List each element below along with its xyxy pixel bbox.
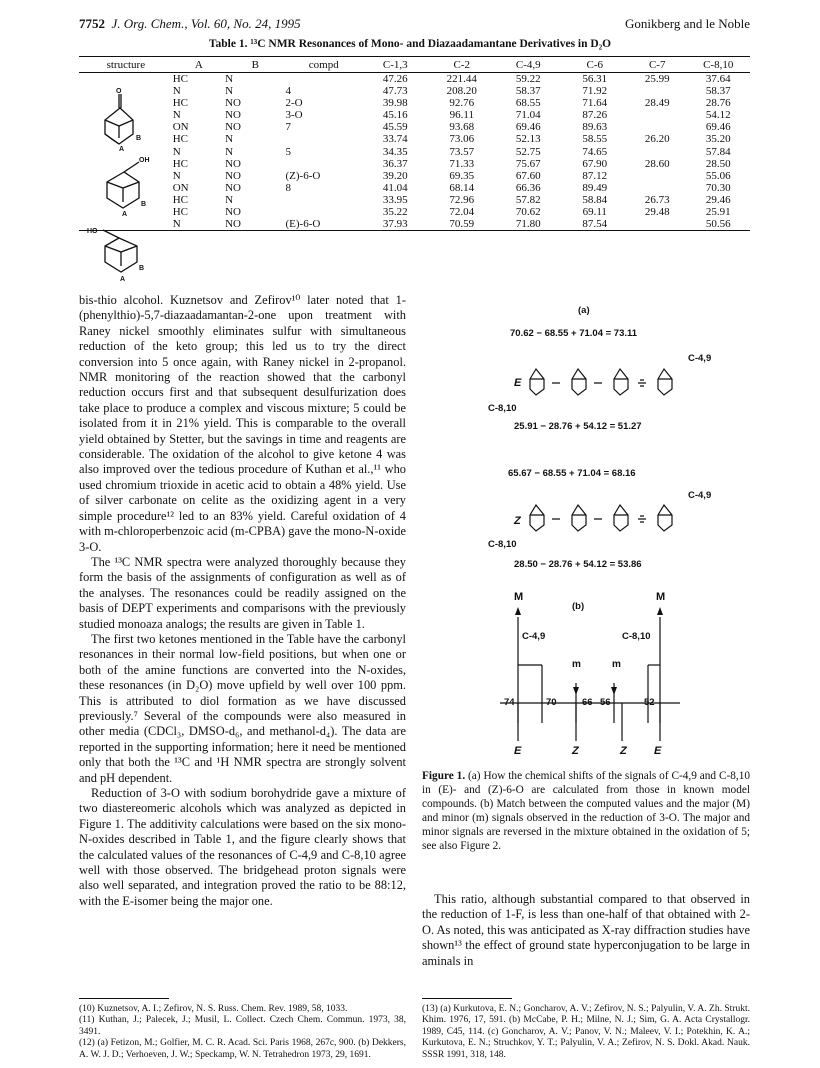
table-cell: 47.73 — [382, 85, 408, 98]
table-cell: NO — [225, 181, 241, 194]
table-cell: HC — [172, 157, 188, 170]
major-label-left: M — [514, 591, 524, 603]
table-cell: 221.44 — [446, 73, 477, 85]
table-cell: 58.37 — [515, 85, 541, 98]
table-cell — [628, 182, 686, 194]
table-cell: 35.20 — [705, 133, 731, 146]
structure-cell — [79, 73, 173, 86]
c810-label-1: C-8,10 — [488, 403, 517, 414]
table-cell: 68.55 — [515, 97, 541, 110]
figure-graphics — [422, 295, 750, 765]
table-cell: 26.20 — [644, 133, 670, 146]
table-cell: 3-O — [285, 109, 303, 122]
table-cell: 71.64 — [582, 97, 608, 110]
table-header-row — [79, 57, 750, 73]
right-paragraph-1: This ratio, although substantial compared to that observed in the reduction of 1-F, is less than one-half of that obtained with 2-O. As noted, this was anticipated as X-ray diffraction studies have shown¹³ the effect of ground state hyperconjugation to be large in aminals in — [422, 892, 750, 968]
header-compd: compd — [286, 57, 363, 73]
table-cell: 2-O — [285, 97, 303, 110]
table-cell: 26.73 — [644, 193, 670, 206]
figure-caption-label: Figure 1. — [422, 770, 466, 782]
table-cell: 87.26 — [582, 109, 608, 122]
table-cell: 67.90 — [582, 157, 608, 170]
table-cell: ON — [172, 181, 189, 194]
table-cell: NO — [225, 206, 241, 219]
figure-caption — [422, 770, 750, 853]
table-cell: 74.65 — [582, 145, 608, 158]
table-cell: 87.54 — [562, 218, 628, 231]
table-cell: 54.12 — [705, 109, 731, 122]
page-number: 7752 — [79, 16, 105, 31]
table-cell — [628, 146, 686, 158]
table-cell: 71.04 — [515, 109, 541, 122]
table-cell: 55.06 — [705, 169, 731, 182]
table-cell: N — [172, 169, 181, 182]
reference-11: (11) Kuthan, J.; Palecek, J.; Musil, L. Collect. Czech Chem. Commun. 1973, 38, 3491. — [79, 1015, 406, 1037]
table-cell: 7 — [285, 121, 291, 134]
table-title: Table 1. ¹³C NMR Resonances of Mono- and Diazaadamantane Derivatives in D₂O — [208, 38, 612, 50]
table-cell: 72.04 — [449, 206, 475, 219]
struct1-o-label: O — [116, 88, 122, 95]
header-a: A — [173, 57, 225, 73]
table-cell: N — [172, 109, 181, 122]
table-row — [79, 97, 750, 109]
table-cell: 93.68 — [449, 121, 475, 134]
table-row — [79, 133, 750, 145]
table-cell: 70.62 — [515, 206, 541, 219]
table-cell: NO — [225, 218, 285, 231]
table-cell: 71.80 — [495, 218, 561, 231]
table-cell: 4 — [285, 85, 291, 98]
table-cell — [286, 73, 363, 86]
molecule-row-e — [530, 369, 672, 395]
table-cell: ON — [172, 121, 189, 134]
tick-70: 70 — [546, 697, 557, 708]
table-cell: (Z)-6-O — [285, 169, 321, 182]
references-left — [79, 1004, 406, 1061]
footnote-rule-left — [79, 998, 169, 999]
table-cell: N — [225, 73, 234, 85]
table-cell: 70.59 — [429, 218, 495, 231]
reference-10: (10) Kuznetsov, A. I.; Zefirov, N. S. Russ. Chem. Rev. 1989, 58, 1033. — [79, 1004, 348, 1014]
table-cell: N — [225, 133, 234, 146]
minor-label-left: m — [572, 659, 581, 670]
table-row — [79, 218, 750, 231]
table-cell: 87.12 — [582, 169, 608, 182]
table-cell: 72.96 — [449, 193, 475, 206]
table-cell: 39.20 — [382, 169, 408, 182]
c810-label-b: C-8,10 — [622, 631, 651, 642]
table-cell: 57.82 — [515, 193, 541, 206]
struct3-a-label: A — [120, 276, 126, 283]
table-row — [79, 182, 750, 194]
struct1-a-label: A — [119, 146, 125, 153]
table-cell: N — [172, 85, 181, 98]
bottom-z-left: Z — [572, 745, 579, 757]
header-c2: C-2 — [429, 57, 495, 73]
table-cell: NO — [225, 97, 241, 110]
c810-label-2: C-8,10 — [488, 539, 517, 550]
equation-3: 65.67 − 68.55 + 71.04 = 68.16 — [508, 468, 636, 479]
table-cell: 28.76 — [705, 97, 731, 110]
table-cell: 75.67 — [515, 157, 541, 170]
table-cell: NO — [225, 121, 241, 134]
table-row — [79, 146, 750, 158]
table-cell: 96.11 — [449, 109, 474, 122]
table-cell: 58.55 — [582, 133, 608, 146]
table-cell: 25.91 — [705, 206, 731, 219]
table-cell: N — [173, 218, 225, 231]
table-row — [79, 73, 750, 86]
table-cell: 5 — [285, 145, 291, 158]
table-cell: 71.92 — [582, 85, 608, 98]
struct3-ho-label: HO — [87, 228, 98, 235]
table-cell: 52.13 — [515, 133, 541, 146]
table-cell — [628, 109, 686, 121]
running-header-authors: Gonikberg and le Noble — [624, 16, 750, 31]
table-cell — [286, 194, 363, 206]
table-cell: HC — [172, 97, 188, 110]
figure-caption-text: (a) How the chemical shifts of the signals of C-4,9 and C-8,10 in (E)- and (Z)-6-O are calculated from those in known model compounds. (b) Match between the computed values and the major (M) and minor (m) signals observed in the reduction of 3-O. The major and minor signals are reversed in the mixture obtained in the oxidation of 5; see also Figure 2. — [422, 770, 751, 852]
table-cell: 39.98 — [382, 97, 408, 110]
table-cell: HC — [172, 193, 188, 206]
table-row — [79, 109, 750, 121]
table-cell: NO — [225, 169, 241, 182]
table-row — [79, 121, 750, 133]
right-column-text — [422, 892, 750, 969]
z-isomer-label: Z — [514, 515, 521, 527]
paragraph-1: bis-thio alcohol. Kuznetsov and Zefirov¹⁰ later noted that 1-(phenylthio)-5,7-diazaadamantan-2-one upon treatment with Raney nickel smoothly eliminates sulfur with simultaneous reduction of the keto group; this led us to try the direct conversion into 5 once again, with Raney nickel in 2-propanol. NMR monitoring of the reaction showed that the carbonyl reduction occurs first and that subsequent desulfurization does take place to produce a complex and viscous mixture; 5 could be isolated from it in 21% yield. This is comparable to the overall yield obtained by Stetter, but the savings in time and reagents are considerable. The oxidation of the alcohol to give ketone 4 was also improved over the tedious procedure of Kuthan et al.,¹¹ who used chromium trioxide in acetic acid to obtain a 48% yield. Use of silver carbonate on celite as the oxidizing agent in a very simple procedure¹² led to an 83% yield. Careful oxidation of 4 with m-chloroperbenzoic acid (m-CPBA) gave the mono-N-oxide 3-O. — [79, 293, 406, 554]
bottom-e-right: E — [654, 745, 662, 757]
table-cell: 57.84 — [705, 145, 731, 158]
table-cell: 28.60 — [644, 157, 670, 170]
table-row — [79, 85, 750, 97]
table-cell — [628, 218, 686, 231]
molecule-row-z — [530, 505, 672, 531]
paragraph-3: The first two ketones mentioned in the Table have the carbonyl resonances in their normal low-field positions, but when one or both of the amine functions are converted into the N-oxides, these resonances (in D₂O) move upfield by well over 100 ppm. This is attributed to diol formation as we have discussed previously.⁷ Several of the compounds were also measured in other media (CDCl₃, DMSO-d₆, and methanol-d₄). The data are reported in the supporting information; here it need be mentioned only that both the ¹³C and ¹H NMR spectra are strongly solvent and pH dependent. — [79, 631, 406, 785]
tick-66: 66 — [582, 697, 593, 708]
tick-56: 56 — [600, 697, 611, 708]
running-header-left — [79, 16, 301, 32]
table-cell: 34.35 — [382, 145, 408, 158]
reference-13: (13) (a) Kurkutova, E. N.; Goncharov, A. V.; Zefirov, N. S.; Palyulin, V. A. Zh. Strukt. Khim. 1976, 17, 591. (b) McCabe, P. H.; Milne, N. J.; Sim, G. A. Acta Crystallogr. 1989, C45, 114. (c) Goncharov, A. V.; Panov, V. N.; Maleev, V. I.; Potekhin, K. A.; Kurkutova, E. N.; Struchkov, Y. T.; Palyulin, V. A.; Zefirov, N. S. Dokl. Akad. Nauk. SSSR 1991, 318, 148. — [422, 1004, 750, 1060]
table-cell: 36.37 — [382, 157, 408, 170]
table-cell: 47.26 — [382, 73, 408, 85]
table-cell: 29.48 — [644, 206, 670, 219]
adamantane-ketone-structure — [105, 94, 133, 144]
tick-74: 74 — [504, 697, 515, 708]
paragraph-2: The ¹³C NMR spectra were analyzed thoroughly because they form the basis of the assignments of configuration as well as of the analyses. The resonances could be readily assigned on the basis of DEPT experiments and comparisons with the previously studied monoaza analogs; the results are given in Table 1. — [79, 554, 406, 631]
table-cell: 58.84 — [582, 193, 608, 206]
structure-drawings — [79, 88, 172, 284]
table-cell: 50.56 — [686, 218, 750, 231]
table-cell: 33.95 — [382, 193, 408, 206]
table-cell: N — [225, 145, 234, 158]
table-cell: 67.60 — [515, 169, 541, 182]
table-cell: 52.75 — [515, 145, 541, 158]
adamantane-alcohol-ho-structure — [103, 230, 137, 272]
table-cell: 35.22 — [382, 206, 408, 219]
nmr-table — [79, 56, 750, 231]
table-cell: 56.31 — [582, 73, 608, 85]
table-cell: 37.93 — [362, 218, 428, 231]
header-c7: C-7 — [628, 57, 686, 73]
header-c6: C-6 — [562, 57, 628, 73]
table-cell: 69.46 — [705, 121, 731, 134]
e-isomer-label: E — [514, 377, 522, 389]
table-cell: 69.46 — [515, 121, 541, 134]
table-row — [79, 170, 750, 182]
table-cell: 89.63 — [582, 121, 608, 134]
table-cell: N — [172, 145, 181, 158]
table-cell — [628, 121, 686, 133]
table-row — [79, 158, 750, 170]
equation-4: 28.50 − 28.76 + 54.12 = 53.86 — [514, 559, 642, 570]
table-cell: 73.06 — [449, 133, 475, 146]
table-cell: 92.76 — [449, 97, 475, 110]
table-cell: 58.37 — [705, 85, 731, 98]
table-cell: 68.14 — [449, 181, 475, 194]
table-row — [79, 194, 750, 206]
table-cell: 69.11 — [582, 206, 607, 219]
table-cell: HC — [172, 73, 188, 85]
table-cell — [628, 85, 686, 97]
header-c13: C-1,3 — [362, 57, 428, 73]
table-cell: 25.99 — [644, 73, 670, 85]
figure-1 — [422, 295, 750, 765]
figure-part-b-label: (b) — [572, 601, 585, 612]
footnote-rule-right — [422, 998, 512, 999]
equation-1: 70.62 − 68.55 + 71.04 = 73.11 — [510, 328, 638, 339]
table-cell: 71.33 — [449, 157, 475, 170]
equation-2: 25.91 − 28.76 + 54.12 = 51.27 — [514, 421, 642, 432]
table-cell: 73.57 — [449, 145, 475, 158]
table-cell: 28.50 — [705, 157, 731, 170]
table-cell: 70.30 — [705, 181, 731, 194]
table-cell: NO — [225, 157, 241, 170]
header-c810: C-8,10 — [686, 57, 750, 73]
table-cell: N — [225, 193, 234, 206]
header-b: B — [225, 57, 285, 73]
struct2-oh-label: OH — [139, 157, 150, 164]
c49-label-b: C-4,9 — [522, 631, 546, 642]
bottom-z-right: Z — [620, 745, 627, 757]
struct2-b-label: B — [141, 201, 147, 208]
table-cell: (E)-6-O — [286, 218, 363, 231]
left-column-text — [79, 293, 406, 909]
minor-label-right: m — [612, 659, 621, 670]
table-cell: 89.49 — [582, 181, 608, 194]
table-cell: 29.46 — [705, 193, 731, 206]
table-cell — [286, 133, 363, 145]
table-body — [79, 73, 750, 231]
paragraph-4: Reduction of 3-O with sodium borohydride gave a mixture of two diastereomeric alcohols which was analyzed as depicted in Figure 1. The additivity calculations were based on the six mono-N-oxides described in Table 1, and the figure clearly shows that the calculated values of the resonances of C-4,9 and C-8,10 agree well with those observed. The bridgehead proton signals were also well separated, and integration proved the ratio to be 88:12, with the E-isomer being the major one. — [79, 786, 406, 908]
table-cell: 45.16 — [382, 109, 408, 122]
struct2-a-label: A — [122, 211, 128, 218]
table-cell: 37.64 — [705, 73, 731, 85]
header-c49: C-4,9 — [495, 57, 561, 73]
references-right — [422, 1004, 750, 1061]
table-cell — [628, 170, 686, 182]
table-cell: 33.74 — [382, 133, 408, 146]
table-cell — [286, 158, 363, 170]
major-label-right: M — [656, 591, 666, 603]
table-cell: 59.22 — [515, 73, 541, 85]
c49-label-2: C-4,9 — [688, 490, 712, 501]
table-cell: 208.20 — [446, 85, 477, 98]
table-cell: 45.59 — [382, 121, 408, 134]
table-cell — [286, 206, 363, 218]
bottom-e-left: E — [514, 745, 522, 757]
table-cell: 66.36 — [515, 181, 541, 194]
table-cell: N — [225, 85, 234, 98]
table-cell: NO — [225, 109, 241, 122]
table-cell: 69.35 — [449, 169, 475, 182]
table-cell: HC — [172, 133, 188, 146]
figure-part-a-label: (a) — [578, 305, 590, 316]
tick-52: 52 — [644, 697, 655, 708]
adamantane-alcohol-oh-structure — [107, 162, 139, 208]
header-structure: structure — [79, 57, 173, 73]
struct3-b-label: B — [139, 265, 145, 272]
table-cell: 41.04 — [382, 181, 408, 194]
table-cell: 8 — [285, 181, 291, 194]
table-row — [79, 206, 750, 218]
table-cell: 28.49 — [644, 97, 670, 110]
struct1-b-label: B — [136, 135, 142, 142]
reference-12: (12) (a) Fetizon, M.; Golfier, M. C. R. Acad. Sci. Paris 1968, 267c, 900. (b) Dekkers, A. W. J. D.; Verhoeven, J. W.; Speckamp, W. N. Tetrahedron 1973, 29, 1691. — [79, 1038, 406, 1060]
journal-citation: J. Org. Chem., Vol. 60, No. 24, 1995 — [111, 16, 301, 31]
c49-label-1: C-4,9 — [688, 353, 712, 364]
table-cell: HC — [172, 206, 188, 219]
